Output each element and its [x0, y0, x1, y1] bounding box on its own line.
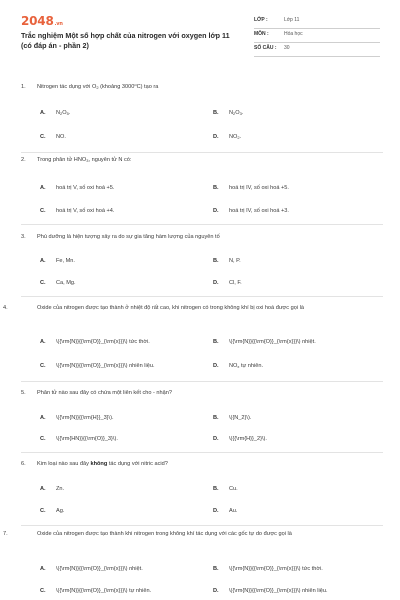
option-letter: B.	[213, 339, 219, 345]
question-number: 3.	[21, 234, 26, 240]
option-letter: B.	[213, 486, 219, 492]
document-header	[0, 0, 400, 64]
meta-count	[254, 43, 380, 57]
option-text: \({\rm{N}}{{\rm{O}}_{\rm{x}}}\) tự nhiên.	[56, 588, 152, 594]
option-text: NO.	[56, 134, 66, 140]
option-text: Zn.	[56, 486, 65, 492]
option-letter: A.	[40, 486, 46, 492]
option-text: $N_2O_5$.	[56, 110, 71, 116]
question-6-option-d[interactable]	[213, 508, 237, 514]
option-text: $NO_x$ tự nhiên.	[229, 363, 264, 369]
option-letter: C.	[40, 363, 46, 369]
option-letter: A.	[40, 110, 46, 116]
option-text: Fe, Mn.	[56, 258, 75, 264]
question-4-option-b[interactable]	[213, 339, 316, 345]
option-letter: C.	[40, 208, 46, 214]
option-text: \({\rm{N}}{{\rm{O}}_{\rm{x}}}\) nhiệt.	[229, 339, 316, 345]
option-text: hoá trị V, số oxi hoá +5.	[56, 185, 115, 191]
option-letter: A.	[40, 185, 46, 191]
question-stem: Nitrogen tác dụng với $O_2$ (khoảng 3000$^o$C) tạo ra	[37, 82, 159, 90]
question-7-option-b[interactable]	[213, 566, 323, 572]
option-letter: D.	[213, 508, 219, 514]
option-text: \({\rm{N}}{{\rm{O}}_{\rm{x}}}\) nhiệt.	[56, 566, 143, 572]
option-letter: B.	[213, 258, 219, 264]
option-letter: A.	[40, 566, 46, 572]
question-5-text	[21, 389, 381, 399]
logo-suffix: .vn	[54, 21, 63, 27]
question-3-option-a[interactable]	[40, 258, 75, 264]
question-7-text	[3, 530, 381, 540]
option-text: \({\rm{N}}{{\rm{H}}_3}\).	[56, 415, 114, 421]
question-5-option-d[interactable]	[213, 436, 267, 442]
option-text: hoá trị IV, số oxi hoá +3.	[229, 208, 289, 214]
question-2-option-b[interactable]	[213, 185, 289, 191]
option-text: N, P.	[229, 258, 241, 264]
option-letter: C.	[40, 436, 46, 442]
option-text: \({\rm{N}}{{\rm{O}}_{\rm{x}}}\) nhiên liệu.	[56, 363, 155, 369]
question-3-text	[21, 233, 381, 243]
question-2-option-a[interactable]	[40, 185, 114, 191]
option-text: $N_2O_3$.	[229, 110, 244, 116]
question-stem: Phú dưỡng là hiện tượng xảy ra do sự gia tăng hàm lượng của nguyên tố	[37, 234, 220, 240]
option-letter: A.	[40, 415, 46, 421]
question-stem: Trong phân tử $HNO_3$, nguyên tử N có:	[37, 157, 132, 163]
question-number: 6.	[21, 461, 26, 467]
option-letter: A.	[40, 258, 46, 264]
meta-subject-value: Hóa học	[284, 31, 303, 37]
meta-subject-label: MÔN :	[254, 31, 269, 37]
meta-class	[254, 15, 380, 29]
meta-class-label: LỚP :	[254, 17, 268, 23]
question-4-option-a[interactable]	[40, 339, 150, 345]
option-letter: B.	[213, 415, 219, 421]
question-2-option-c[interactable]	[40, 208, 114, 214]
meta-count-label: SỐ CÂU :	[254, 45, 277, 51]
option-letter: C.	[40, 588, 46, 594]
question-divider	[21, 452, 383, 453]
option-text: Ag.	[56, 508, 65, 514]
meta-count-value: 30	[284, 45, 290, 51]
question-stem: Oxide của nitrogen được tạo thành khi nitrogen trong không khí tác dụng với các gốc tự do được gọi là	[37, 531, 292, 537]
question-6-option-b[interactable]	[213, 486, 238, 492]
option-text: \({\rm{N}}{{\rm{O}}_{\rm{x}}}\) nhiên liệu.	[229, 588, 328, 594]
question-6-option-a[interactable]	[40, 486, 64, 492]
option-text: hoá trị IV, số oxi hoá +5.	[229, 185, 289, 191]
option-letter: A.	[40, 339, 46, 345]
question-number: 1.	[21, 84, 26, 90]
option-letter: C.	[40, 280, 46, 286]
question-1-option-c[interactable]	[40, 134, 66, 140]
question-divider	[21, 525, 383, 526]
question-number: 4.	[3, 305, 8, 311]
option-letter: D.	[213, 436, 219, 442]
option-letter: B.	[213, 185, 219, 191]
meta-class-value: Lớp 11	[284, 17, 300, 23]
option-letter: C.	[40, 134, 46, 140]
question-3-option-d[interactable]	[213, 280, 242, 286]
question-2-option-d[interactable]	[213, 208, 289, 214]
question-divider	[21, 224, 383, 225]
question-number: 5.	[21, 390, 26, 396]
question-4-text	[3, 304, 381, 314]
question-6-option-c[interactable]	[40, 508, 64, 514]
option-text: Au.	[229, 508, 238, 514]
question-7-option-c[interactable]	[40, 588, 151, 594]
question-4-option-d[interactable]	[213, 363, 263, 369]
page-title: Trắc nghiệm Một số hợp chất của nitrogen với oxygen lớp 11 (có đáp án - phần 2)	[21, 31, 230, 50]
question-3-option-c[interactable]	[40, 280, 76, 286]
question-divider	[21, 152, 383, 153]
question-3-option-b[interactable]	[213, 258, 241, 264]
question-5-option-a[interactable]	[40, 415, 114, 421]
question-stem: Kim loại nào sau đây không tác dụng với nitric acid?	[37, 461, 168, 467]
question-divider	[21, 296, 383, 297]
question-1-text	[21, 80, 381, 93]
option-text: Cu.	[229, 486, 238, 492]
option-letter: D.	[213, 134, 219, 140]
option-text: \({{\rm{H}}_2}\).	[229, 436, 267, 442]
option-text: Ca, Mg.	[56, 280, 76, 286]
question-stem: Oxide của nitrogen được tạo thành ở nhiệt độ rất cao, khi nitrogen có trong không khí bị oxi hoá được gọi là	[37, 305, 304, 311]
option-text: \({\rm{HN}}{{\rm{O}}_3}\).	[56, 436, 118, 442]
option-letter: B.	[213, 566, 219, 572]
option-text: \({\rm{N}}{{\rm{O}}_{\rm{x}}}\) tức thời.	[229, 566, 323, 572]
question-1-option-b[interactable]	[213, 110, 243, 116]
option-text: \({\rm{N}}{{\rm{O}}_{\rm{x}}}\) tức thời.	[56, 339, 150, 345]
option-text: \({N_2}\).	[229, 415, 252, 421]
option-text: hoá trị V, số oxi hoá +4.	[56, 208, 115, 214]
option-letter: C.	[40, 508, 46, 514]
question-number: 7.	[3, 531, 8, 537]
option-text: Cl, F.	[229, 280, 242, 286]
site-logo[interactable]	[21, 14, 63, 28]
option-letter: D.	[213, 363, 219, 369]
logo-text: 2048	[21, 14, 54, 28]
question-1-option-a[interactable]	[40, 110, 70, 116]
meta-subject	[254, 29, 380, 43]
option-text: $NO_2$.	[229, 134, 242, 140]
option-letter: D.	[213, 588, 219, 594]
option-letter: D.	[213, 280, 219, 286]
question-5-option-b[interactable]	[213, 415, 251, 421]
question-1-option-d[interactable]	[213, 134, 241, 140]
question-7-option-d[interactable]	[213, 588, 328, 594]
question-4-option-c[interactable]	[40, 363, 155, 369]
option-letter: D.	[213, 208, 219, 214]
option-letter: B.	[213, 110, 219, 116]
question-divider	[21, 381, 383, 382]
question-stem: Phân tử nào sau đây có chứa một liên kết cho - nhận?	[37, 390, 172, 396]
question-7-option-a[interactable]	[40, 566, 143, 572]
question-number: 2.	[21, 157, 26, 163]
question-2-text	[21, 156, 381, 166]
question-6-text	[21, 460, 381, 470]
question-5-option-c[interactable]	[40, 436, 118, 442]
